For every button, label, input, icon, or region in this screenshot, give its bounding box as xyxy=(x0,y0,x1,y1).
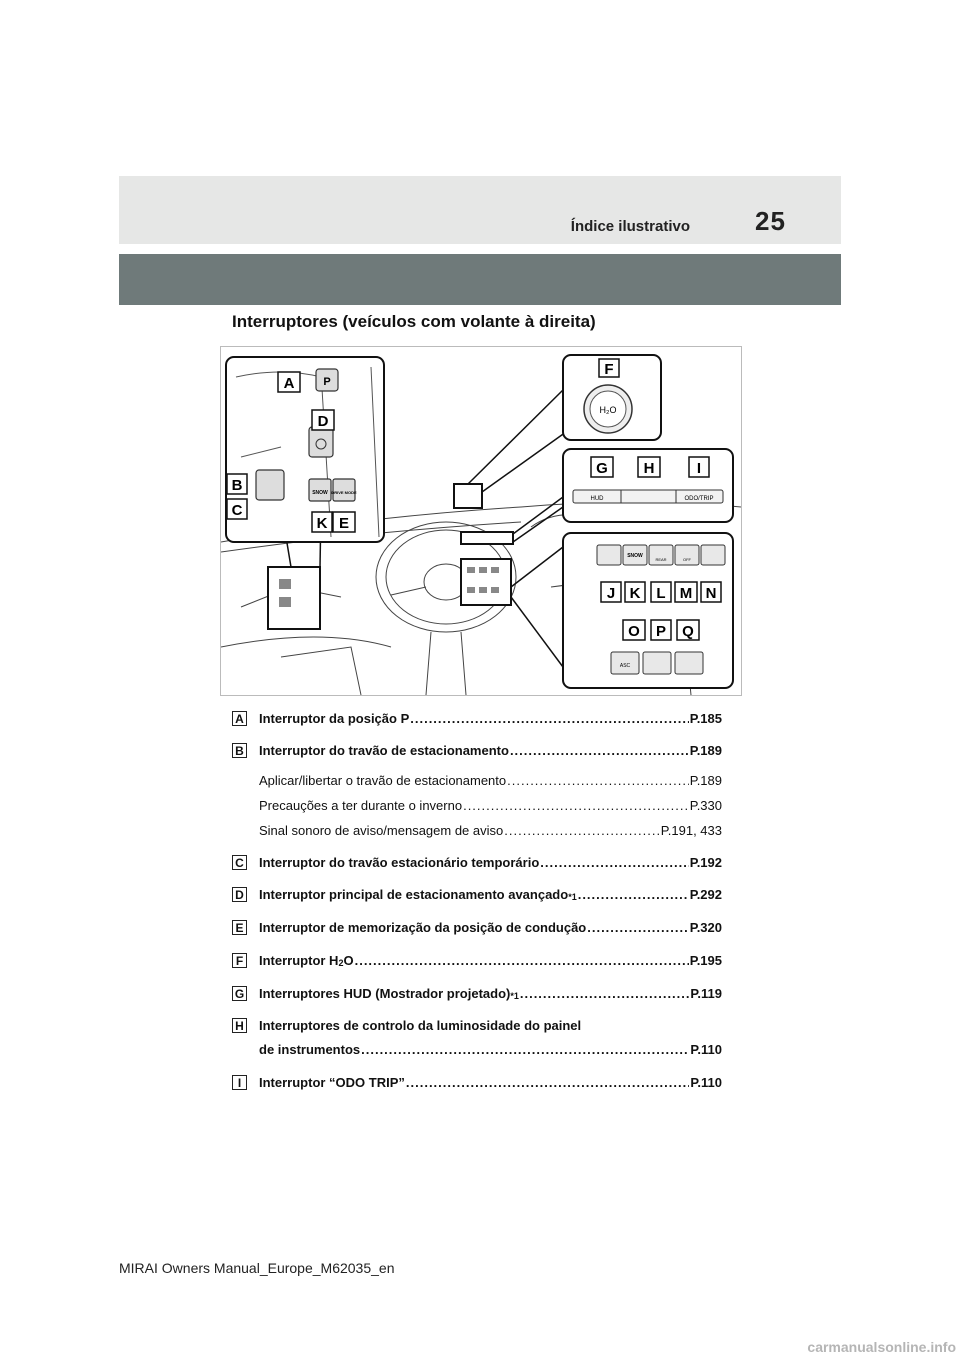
entry-label: Interruptor do travão estacionário temporário xyxy=(259,855,540,870)
entry-label: Interruptor da posição P xyxy=(259,711,410,726)
svg-text:C: C xyxy=(231,502,243,519)
entry-badge: E xyxy=(232,920,247,935)
entry-page-ref[interactable]: P.189 xyxy=(689,773,722,788)
svg-text:B: B xyxy=(231,477,243,494)
svg-text:H: H xyxy=(643,460,655,477)
p-button-label: P xyxy=(323,376,331,388)
entry-badge: H xyxy=(232,1018,247,1033)
snow-button-label: SNOW xyxy=(312,490,328,496)
entry-badge: D xyxy=(232,887,247,902)
svg-text:K: K xyxy=(316,515,328,532)
entry-badge: I xyxy=(232,1075,247,1090)
header-band xyxy=(119,176,841,244)
callout-e xyxy=(333,512,355,532)
svg-text:I: I xyxy=(696,460,702,477)
svg-text:L: L xyxy=(656,585,666,602)
entry-page-ref[interactable]: P.330 xyxy=(689,798,722,813)
svg-text:K: K xyxy=(629,585,641,602)
entry-page-ref[interactable]: P.292 xyxy=(689,887,722,902)
entry-page-ref[interactable]: P.195 xyxy=(689,953,722,968)
entry-badge: F xyxy=(232,953,247,968)
callout-b xyxy=(227,474,247,494)
entry-page-ref[interactable]: P.189 xyxy=(689,743,722,758)
snow-switch-label: SNOW xyxy=(627,553,643,559)
entry-label: Interruptor principal de estacionamento avançado xyxy=(259,887,569,902)
footnote-marker: *1 xyxy=(568,892,577,902)
entry-badge: C xyxy=(232,855,247,870)
footer-manual-id: MIRAI Owners Manual_Europe_M62035_en xyxy=(119,1260,395,1276)
dashboard-diagram xyxy=(221,347,741,695)
callout-g xyxy=(591,457,613,477)
entry-page-ref[interactable]: P.185 xyxy=(689,711,722,726)
entry-label: Interruptor do travão de estacionamento xyxy=(259,743,509,758)
page-number: 25 xyxy=(755,206,786,236)
drive-mode-button-label: DRIVE MODE xyxy=(331,490,357,495)
entry-label: Aplicar/libertar o travão de estacionamento xyxy=(259,773,507,788)
entry-page-ref[interactable]: P.110 xyxy=(690,1042,722,1057)
watermark: carmanualsonline.info xyxy=(807,1339,956,1355)
callout-o xyxy=(623,620,645,640)
callout-q xyxy=(677,620,699,640)
svg-text:N: N xyxy=(705,585,717,602)
asc-switch-label: ASC xyxy=(619,663,631,669)
svg-text:M: M xyxy=(679,585,693,602)
callout-j xyxy=(601,582,621,602)
entry-page-ref[interactable]: P.320 xyxy=(689,920,722,935)
svg-text:D: D xyxy=(317,413,329,430)
svg-text:G: G xyxy=(596,460,608,477)
entry-label: Precauções a ter durante o inverno xyxy=(259,798,463,813)
subscript: 2 xyxy=(338,958,344,968)
header-bar xyxy=(119,254,841,305)
off-switch-label: OFF xyxy=(683,557,691,562)
entry-label: de instrumentos xyxy=(259,1042,361,1057)
section-title: Índice ilustrativo xyxy=(570,218,690,235)
footnote-marker: *1 xyxy=(510,991,519,1001)
callout-k-right xyxy=(625,582,645,602)
entry-label: Interruptor “ODO TRIP” xyxy=(259,1075,405,1090)
h2o-button-label: H₂O xyxy=(599,405,617,415)
entry-label-line1: Interruptores de controlo da luminosidade do painel xyxy=(259,1018,582,1033)
svg-text:A: A xyxy=(283,375,295,392)
svg-text:E: E xyxy=(338,515,350,532)
svg-text:J: J xyxy=(606,585,616,602)
entry-page-ref[interactable]: P.110 xyxy=(690,1075,722,1090)
entry-label: Interruptor de memorização da posição de condução xyxy=(259,920,587,935)
entry-label: Interruptores HUD (Mostrador projetado) xyxy=(259,986,511,1001)
callout-m xyxy=(675,582,697,602)
rear-switch-label: REAR xyxy=(655,557,667,562)
entry-label: Sinal sonoro de aviso/mensagem de aviso xyxy=(259,823,504,838)
entry-badge: G xyxy=(232,986,247,1001)
switches-illustration xyxy=(220,346,742,696)
page-heading: Interruptores (veículos com volante à direita) xyxy=(232,312,596,331)
callout-a xyxy=(278,372,300,392)
callout-h xyxy=(638,457,660,477)
entry-page-ref[interactable]: P.192 xyxy=(689,855,722,870)
callout-p xyxy=(651,620,671,640)
entry-badge: B xyxy=(232,743,247,758)
svg-text:F: F xyxy=(604,361,614,378)
entry-page-ref[interactable]: P.119 xyxy=(690,986,722,1001)
callout-i xyxy=(689,457,709,477)
entry-page-ref[interactable]: P.191, 433 xyxy=(660,823,722,838)
svg-text:P: P xyxy=(655,623,667,640)
entry-badge: A xyxy=(232,711,247,726)
callout-c xyxy=(227,499,247,519)
entry-label: Interruptor H xyxy=(259,953,339,968)
hud-button-label: HUD xyxy=(590,496,604,502)
odo-trip-button-label: ODO/TRIP xyxy=(684,496,714,502)
callout-f xyxy=(599,359,619,378)
callout-d xyxy=(312,410,334,430)
callout-k-left xyxy=(312,512,332,532)
callout-n xyxy=(701,582,721,602)
callout-l xyxy=(651,582,671,602)
svg-text:O: O xyxy=(628,623,640,640)
entry-label-end: O xyxy=(343,953,354,968)
svg-text:Q: Q xyxy=(682,623,694,640)
